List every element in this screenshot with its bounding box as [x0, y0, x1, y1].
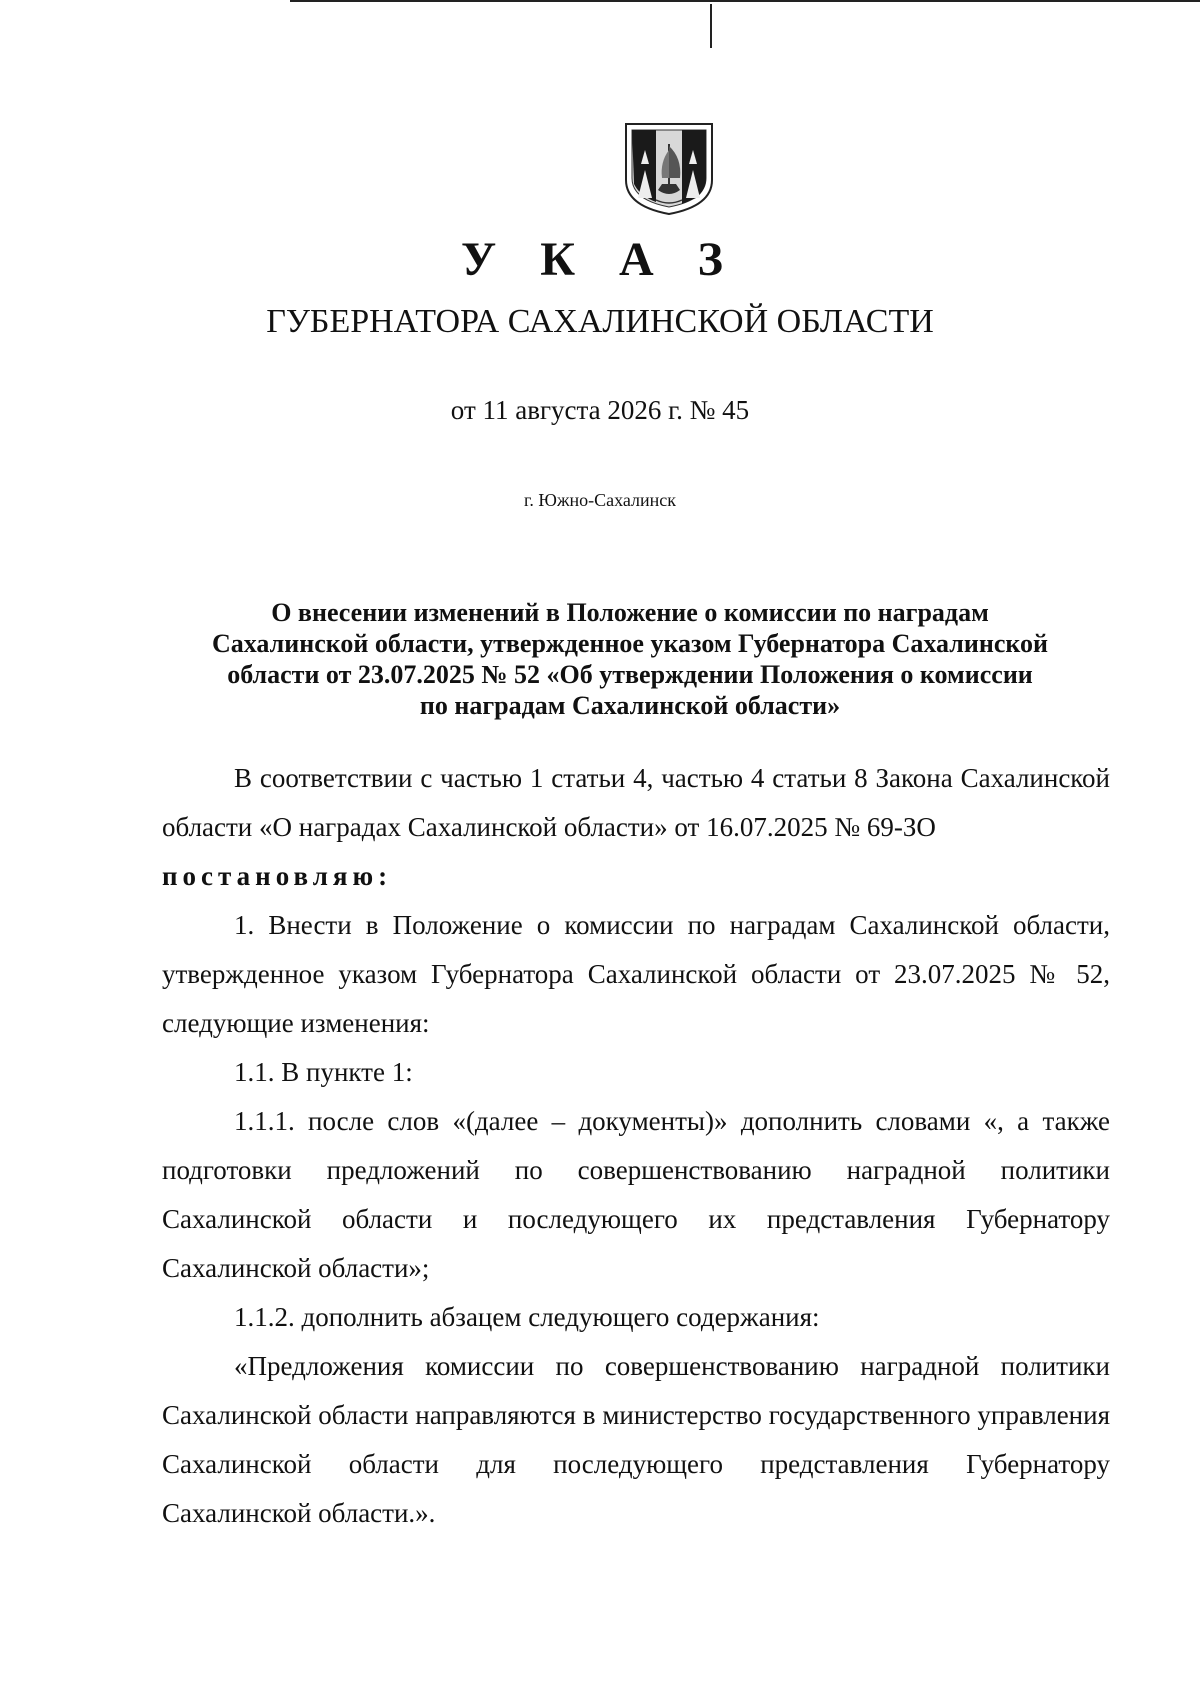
- heading-line: Сахалинской области, утвержденное указом Губернатора Сахалинской: [212, 629, 1048, 658]
- scan-top-mark: [710, 4, 712, 48]
- document-date-number: от 11 августа 2026 г. № 45: [450, 395, 750, 425]
- document-title: У К А З: [460, 233, 740, 286]
- quoted-paragraph: «Предложения комиссии по совершенствованию наградной политики Сахалинской области направляются в министерство государственного управления Сахалинской области для последующего представления Губернатору Сахалинской области.».: [162, 1351, 1110, 1528]
- document-city: г. Южно-Сахалинск: [523, 490, 677, 510]
- preamble-paragraph: В соответствии с частью 1 статьи 4, частью 4 статьи 8 Закона Сахалинской области «О наградах Сахалинской области» от 16.07.2025 № 69-ЗО: [162, 763, 1110, 842]
- document-issuer: ГУБЕРНАТОРА САХАЛИНСКОЙ ОБЛАСТИ: [266, 303, 934, 340]
- heading-line: по наградам Сахалинской области»: [419, 691, 841, 720]
- decree-word: постановляю:: [162, 861, 393, 891]
- scan-top-rule: [290, 0, 1200, 2]
- document-heading: [160, 597, 1100, 721]
- paragraph-1: 1. Внести в Положение о комиссии по наградам Сахалинской области, утвержденное указом Губернатора Сахалинской области от 23.07.2025 № 52, следующие изменения:: [162, 910, 1110, 1038]
- paragraph-1-1-1: 1.1.1. после слов «(далее – документы)» дополнить словами «, а также подготовки предложений по совершенствованию наградной политики Сахалинской области и последующего их представления Губернатору Сахалинской области»;: [162, 1106, 1110, 1283]
- document-body: [162, 754, 1110, 1538]
- heading-line: О внесении изменений в Положение о комиссии по наградам: [271, 598, 989, 627]
- paragraph-1-1: 1.1. В пункте 1:: [234, 1057, 413, 1087]
- sakhalin-coat-of-arms-icon: [622, 120, 716, 216]
- heading-line: области от 23.07.2025 № 52 «Об утверждении Положения о комиссии: [227, 660, 1033, 689]
- paragraph-1-1-2: 1.1.2. дополнить абзацем следующего содержания:: [234, 1302, 820, 1332]
